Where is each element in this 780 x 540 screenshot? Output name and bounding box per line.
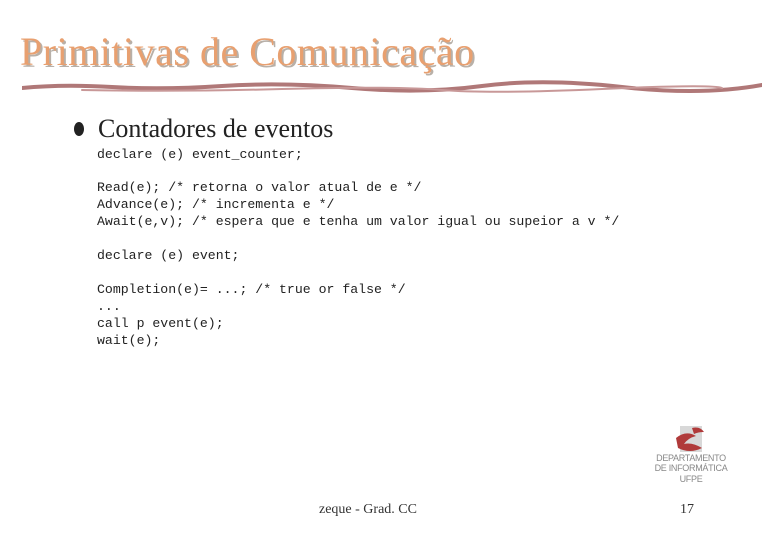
code-block-declare-event [97, 247, 239, 264]
slide-footer: zeque - Grad. CC [319, 502, 417, 517]
code-line: declare (e) event; [97, 248, 240, 263]
code-line: call p event(e); [97, 316, 224, 331]
slide-title: Primitivas de Comunicação [20, 29, 475, 74]
code-line: Await(e,v); /* espera que e tenha um valor igual ou supeior a v */ [97, 214, 620, 229]
code-line: Advance(e); /* incrementa e */ [97, 197, 335, 212]
code-block-declare-counter [97, 146, 303, 163]
logo-text-line: DE INFORMÁTICA [654, 463, 728, 473]
bullet-dot [74, 122, 84, 136]
logo-text-line: DEPARTAMENTO [656, 453, 726, 463]
code-line: Read(e); /* retorna o valor atual de e */ [97, 180, 422, 195]
logo-text-line: UFPE [679, 474, 703, 484]
code-block-operations [97, 179, 619, 230]
code-block-completion [97, 281, 406, 349]
code-line: declare (e) event_counter; [97, 147, 303, 162]
code-line: Completion(e)= ...; /* true or false */ [97, 282, 406, 297]
bullet-heading: Contadores de eventos [98, 114, 334, 143]
page-number: 17 [680, 502, 694, 517]
title-underline [22, 80, 762, 96]
code-line: wait(e); [97, 333, 161, 348]
code-line: ... [97, 299, 121, 314]
